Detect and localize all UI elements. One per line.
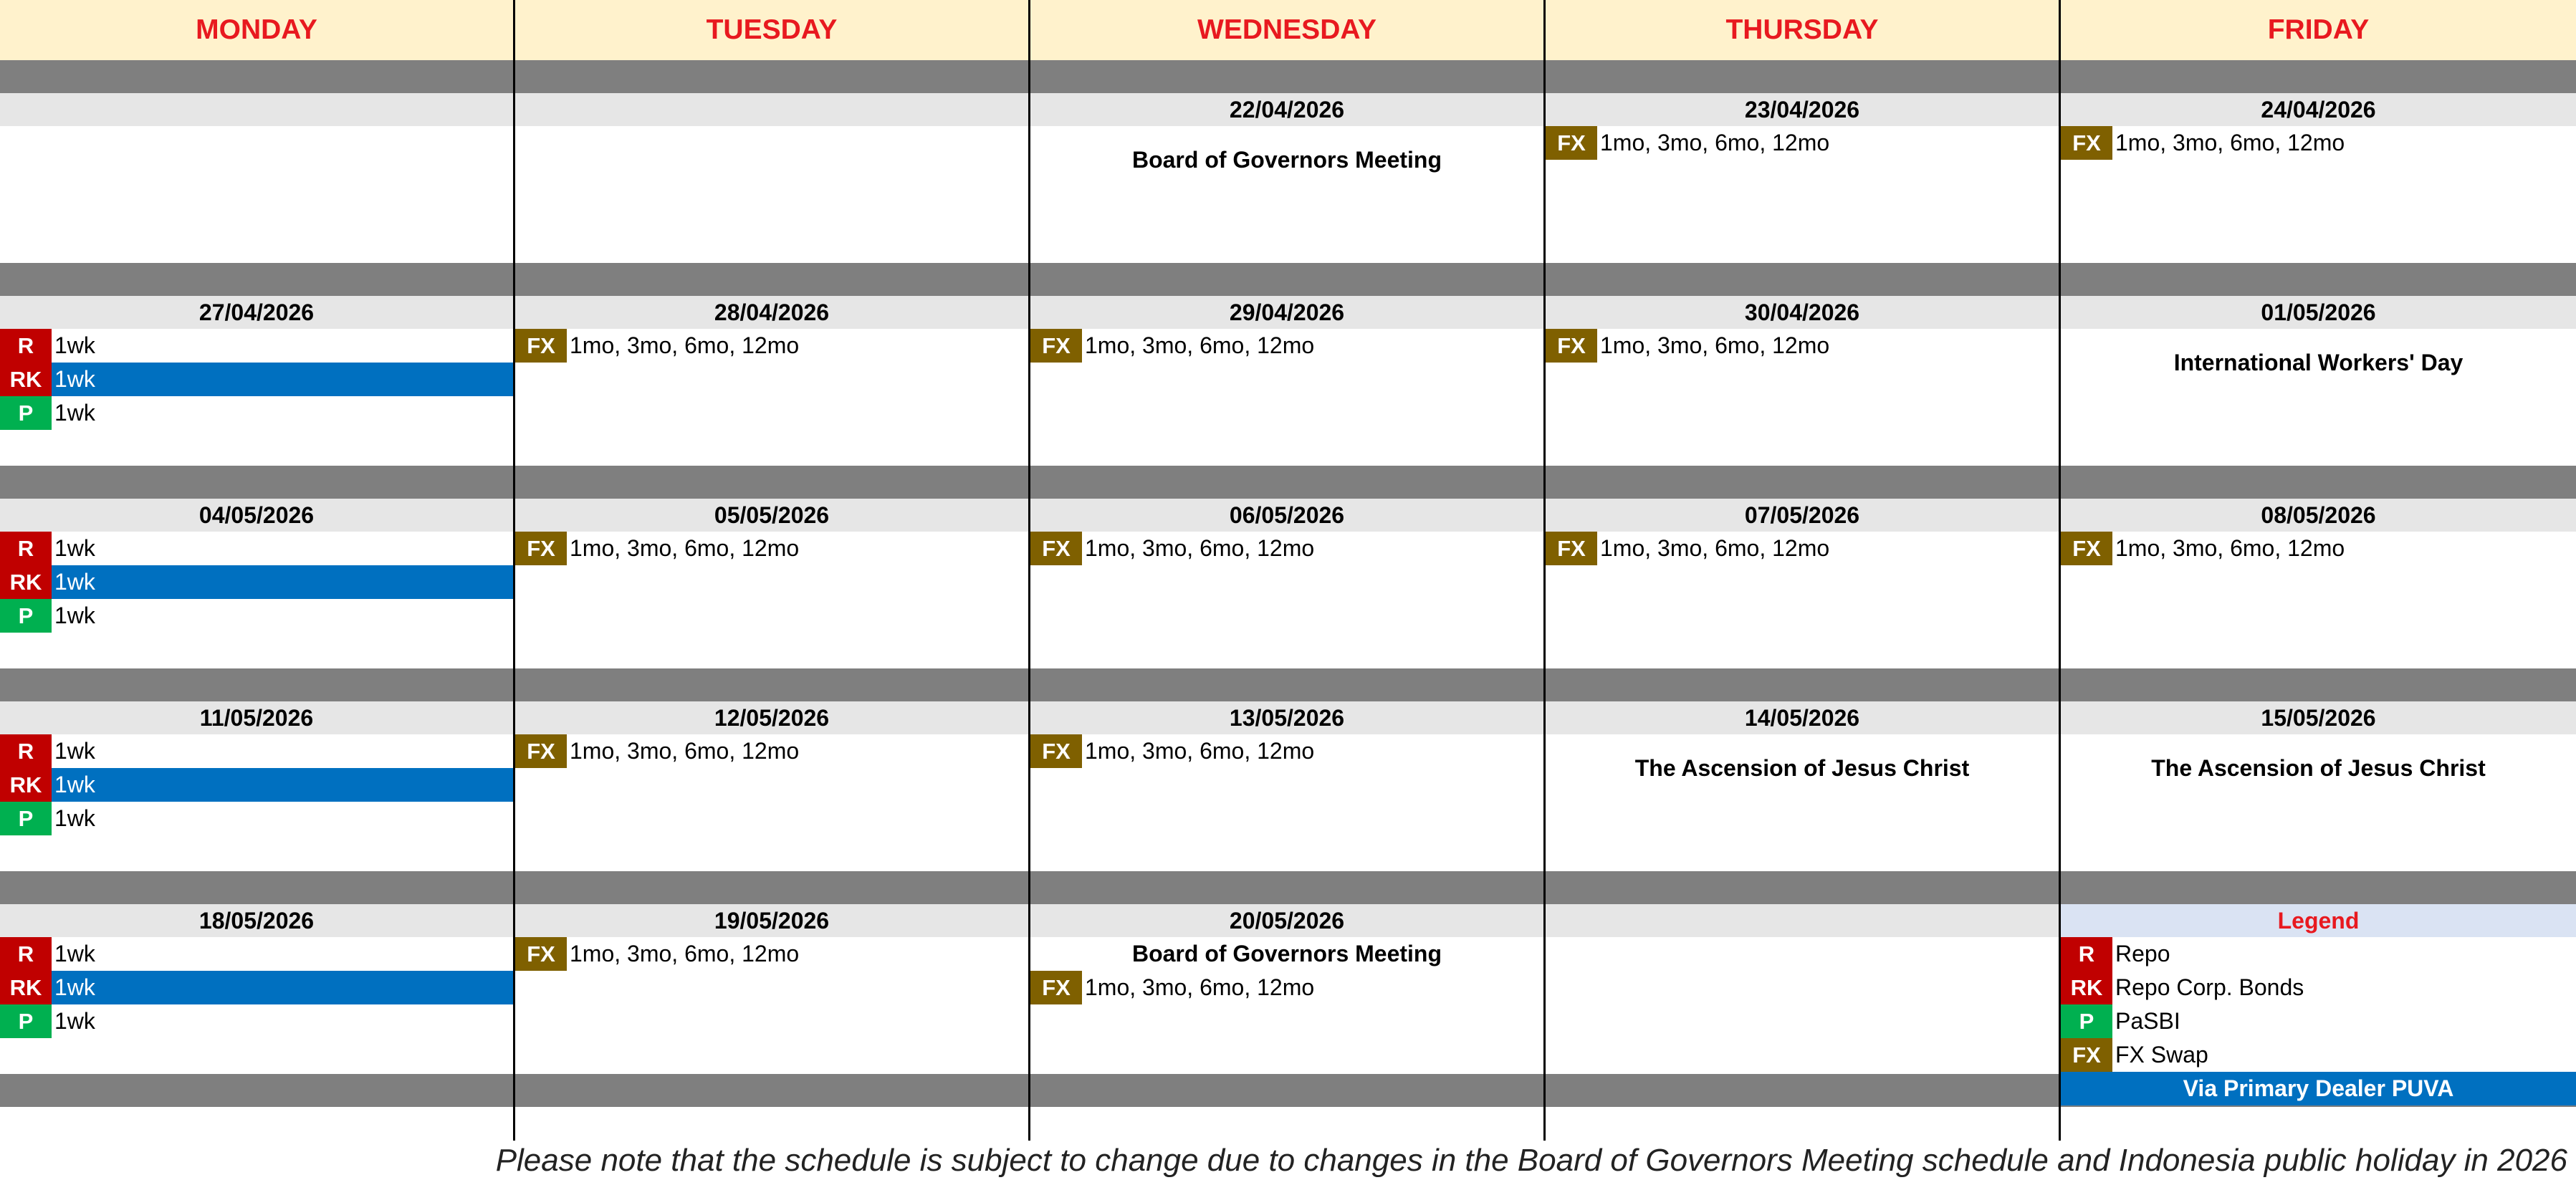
day-cell-empty [515, 93, 1028, 263]
fx-swap-badge: FX [1030, 734, 1082, 768]
pasbi-badge: P [0, 396, 52, 430]
repo-row [0, 734, 513, 768]
pasbi-badge: P [0, 599, 52, 633]
fx-swap-badge: FX [1030, 532, 1082, 565]
repo-corp-bonds-badge: RK [2061, 971, 2112, 1004]
board-of-governors-meeting: Board of Governors Meeting [1131, 146, 1442, 173]
tenor-text: 1wk [54, 1008, 95, 1034]
tenor-text: 1wk [54, 941, 95, 966]
pasbi-row [0, 396, 513, 430]
week-separator [1030, 1074, 1543, 1107]
week-separator [0, 466, 513, 499]
date-header: 14/05/2026 [1546, 701, 2059, 734]
date-header: 27/04/2026 [0, 296, 513, 329]
tenor-text: 1mo, 3mo, 6mo, 12mo [1600, 130, 1830, 155]
header-thursday: THURSDAY [1546, 0, 2061, 60]
tenor-text: 1mo, 3mo, 6mo, 12mo [1085, 535, 1315, 561]
legend-title: Legend [2061, 904, 2576, 937]
repo-badge: R [0, 329, 52, 363]
repo-badge: R [0, 532, 52, 565]
tenor-text: 1wk [54, 974, 95, 1000]
week-separator [515, 263, 1028, 296]
fx-swap-badge: FX [1546, 532, 1597, 565]
week-separator [1546, 60, 2059, 93]
fx-swap-row [1030, 329, 1543, 363]
date-header: 04/05/2026 [0, 499, 513, 532]
week-separator [2061, 466, 2576, 499]
week-separator [1546, 1074, 2059, 1107]
legend-item-repo [2061, 937, 2576, 971]
legend-primary-dealer-puva: Via Primary Dealer PUVA [2061, 1072, 2576, 1105]
header-wednesday: WEDNESDAY [1030, 0, 1546, 60]
tenor-text: 1mo, 3mo, 6mo, 12mo [1600, 332, 1830, 358]
week-separator [1546, 466, 2059, 499]
fx-swap-row [1030, 734, 1543, 768]
date-header: 22/04/2026 [1030, 93, 1543, 126]
thursday-column [1546, 60, 2061, 1141]
fx-swap-badge: FX [515, 329, 567, 363]
legend-item-pasbi [2061, 1004, 2576, 1038]
date-header: 20/05/2026 [1030, 904, 1543, 937]
date-header: 19/05/2026 [515, 904, 1028, 937]
tenor-text: 1mo, 3mo, 6mo, 12mo [1085, 974, 1315, 1000]
day-cell-19-05 [515, 904, 1028, 1074]
date-header: 15/05/2026 [2061, 701, 2576, 734]
repo-row [0, 329, 513, 363]
fx-swap-badge: FX [515, 937, 567, 971]
week-separator [1030, 466, 1543, 499]
date-header: 12/05/2026 [515, 701, 1028, 734]
date-header: 18/05/2026 [0, 904, 513, 937]
date-header: 13/05/2026 [1030, 701, 1543, 734]
fx-swap-badge: FX [2061, 1038, 2112, 1072]
day-cell-04-05 [0, 499, 513, 668]
header-friday: FRIDAY [2061, 0, 2576, 60]
legend-item-fx-swap [2061, 1038, 2576, 1072]
repo-row [0, 532, 513, 565]
fx-swap-row [1030, 971, 1543, 1004]
date-header: 24/04/2026 [2061, 93, 2576, 126]
week-separator [2061, 668, 2576, 701]
date-header: 11/05/2026 [0, 701, 513, 734]
fx-swap-row [1546, 126, 2059, 160]
weekday-header [0, 0, 2576, 60]
week-separator [2061, 263, 2576, 296]
friday-column [2061, 60, 2576, 1141]
pasbi-row [0, 599, 513, 633]
tenor-text: 1wk [54, 738, 95, 764]
day-cell-18-05 [0, 904, 513, 1074]
date-header-empty [515, 93, 1028, 126]
legend-label: Repo [2115, 941, 2170, 966]
week-separator [1030, 60, 1543, 93]
week-separator [1546, 263, 2059, 296]
fx-swap-row [515, 532, 1028, 565]
pasbi-badge: P [0, 802, 52, 835]
day-cell-20-05 [1030, 904, 1543, 1074]
tenor-text: 1wk [54, 569, 95, 595]
fx-swap-badge: FX [2061, 126, 2112, 160]
fx-swap-row [1546, 532, 2059, 565]
date-header: 01/05/2026 [2061, 296, 2576, 329]
tenor-text: 1mo, 3mo, 6mo, 12mo [1600, 535, 1830, 561]
tenor-text: 1mo, 3mo, 6mo, 12mo [570, 738, 800, 764]
legend-label: FX Swap [2115, 1042, 2208, 1068]
fx-swap-badge: FX [1546, 329, 1597, 363]
week-separator [1030, 263, 1543, 296]
day-cell-22-04 [1030, 93, 1543, 263]
legend-label: Repo Corp. Bonds [2115, 974, 2304, 1000]
week-separator [0, 668, 513, 701]
week-separator [515, 668, 1028, 701]
calendar-grid [0, 60, 2576, 1141]
legend-box [2061, 904, 2576, 1101]
ascension-holiday: The Ascension of Jesus Christ [2151, 754, 2486, 781]
day-cell-27-04 [0, 296, 513, 466]
repo-badge: R [2061, 937, 2112, 971]
pasbi-badge: P [2061, 1004, 2112, 1038]
day-cell-06-05 [1030, 499, 1543, 668]
fx-swap-row [515, 937, 1028, 971]
fx-swap-badge: FX [1030, 971, 1082, 1004]
pasbi-badge: P [0, 1004, 52, 1038]
day-cell-23-04 [1546, 93, 2059, 263]
date-header: 06/05/2026 [1030, 499, 1543, 532]
week-separator [2061, 60, 2576, 93]
week-separator [0, 60, 513, 93]
fx-swap-row [1030, 532, 1543, 565]
day-cell-07-05 [1546, 499, 2059, 668]
tenor-text: 1mo, 3mo, 6mo, 12mo [570, 535, 800, 561]
day-cell-05-05 [515, 499, 1028, 668]
day-cell-empty [1546, 904, 2059, 1074]
repo-corp-bonds-badge: RK [0, 565, 52, 599]
date-header-empty [0, 93, 513, 126]
tenor-text: 1mo, 3mo, 6mo, 12mo [2115, 130, 2345, 155]
fx-swap-badge: FX [2061, 532, 2112, 565]
ascension-holiday: The Ascension of Jesus Christ [1634, 754, 1970, 781]
week-separator [0, 871, 513, 904]
repo-corp-bonds-badge: RK [0, 768, 52, 802]
fx-swap-badge: FX [1030, 329, 1082, 363]
tenor-text: 1mo, 3mo, 6mo, 12mo [1085, 332, 1315, 358]
day-cell-28-04 [515, 296, 1028, 466]
day-cell-24-04 [2061, 93, 2576, 263]
week-separator [515, 1074, 1028, 1107]
date-header: 07/05/2026 [1546, 499, 2059, 532]
day-cell-11-05 [0, 701, 513, 871]
tenor-text: 1wk [54, 332, 95, 358]
monday-column [0, 60, 515, 1141]
date-header-empty [1546, 904, 2059, 937]
date-header: 28/04/2026 [515, 296, 1028, 329]
day-cell-01-05 [2061, 296, 2576, 466]
date-header: 08/05/2026 [2061, 499, 2576, 532]
repo-corp-bonds-row [0, 768, 513, 802]
repo-badge: R [0, 937, 52, 971]
repo-corp-bonds-badge: RK [0, 971, 52, 1004]
repo-corp-bonds-row [0, 565, 513, 599]
tenor-text: 1wk [54, 805, 95, 831]
week-separator [515, 60, 1028, 93]
tenor-text: 1wk [54, 400, 95, 426]
fx-swap-badge: FX [1546, 126, 1597, 160]
tenor-text: 1mo, 3mo, 6mo, 12mo [570, 941, 800, 966]
day-cell-08-05 [2061, 499, 2576, 668]
workers-day-holiday: International Workers' Day [2173, 349, 2464, 375]
day-cell-14-05 [1546, 701, 2059, 871]
week-separator [1546, 871, 2059, 904]
fx-swap-row [515, 734, 1028, 768]
date-header: 30/04/2026 [1546, 296, 2059, 329]
week-separator [1030, 871, 1543, 904]
pasbi-row [0, 802, 513, 835]
week-separator [515, 466, 1028, 499]
fx-swap-row [515, 329, 1028, 363]
day-cell-12-05 [515, 701, 1028, 871]
repo-corp-bonds-row [0, 971, 513, 1004]
tenor-text: 1mo, 3mo, 6mo, 12mo [1085, 738, 1315, 764]
tenor-text: 1mo, 3mo, 6mo, 12mo [570, 332, 800, 358]
legend-item-repo-corp-bonds [2061, 971, 2576, 1004]
wednesday-column [1030, 60, 1546, 1141]
repo-badge: R [0, 734, 52, 768]
legend-label: PaSBI [2115, 1008, 2180, 1034]
board-of-governors-meeting: Board of Governors Meeting [1131, 941, 1442, 966]
repo-corp-bonds-badge: RK [0, 363, 52, 396]
day-cell-30-04 [1546, 296, 2059, 466]
date-header: 05/05/2026 [515, 499, 1028, 532]
header-tuesday: TUESDAY [515, 0, 1030, 60]
tenor-text: 1wk [54, 772, 95, 797]
date-header: 23/04/2026 [1546, 93, 2059, 126]
fx-swap-badge: FX [515, 734, 567, 768]
week-separator [0, 263, 513, 296]
day-cell-13-05 [1030, 701, 1543, 871]
repo-corp-bonds-row [0, 363, 513, 396]
week-separator [2061, 871, 2576, 904]
tenor-text: 1wk [54, 603, 95, 628]
schedule-disclaimer-note: Please note that the schedule is subject to change due to changes in the Board of Governors Meeting schedule and Indonesia public holiday in 2026 [495, 1142, 2567, 1178]
fx-swap-row [2061, 126, 2576, 160]
day-cell-29-04 [1030, 296, 1543, 466]
fx-swap-badge: FX [515, 532, 567, 565]
tuesday-column [515, 60, 1030, 1141]
day-cell-empty [0, 93, 513, 263]
week-separator [1546, 668, 2059, 701]
tenor-text: 1mo, 3mo, 6mo, 12mo [2115, 535, 2345, 561]
day-cell-15-05 [2061, 701, 2576, 871]
header-monday: MONDAY [0, 0, 515, 60]
fx-swap-row [1546, 329, 2059, 363]
tenor-text: 1wk [54, 535, 95, 561]
pasbi-row [0, 1004, 513, 1038]
repo-row [0, 937, 513, 971]
date-header: 29/04/2026 [1030, 296, 1543, 329]
fx-swap-row [2061, 532, 2576, 565]
tenor-text: 1wk [54, 366, 95, 392]
week-separator [515, 871, 1028, 904]
week-separator [0, 1074, 513, 1107]
week-separator [1030, 668, 1543, 701]
